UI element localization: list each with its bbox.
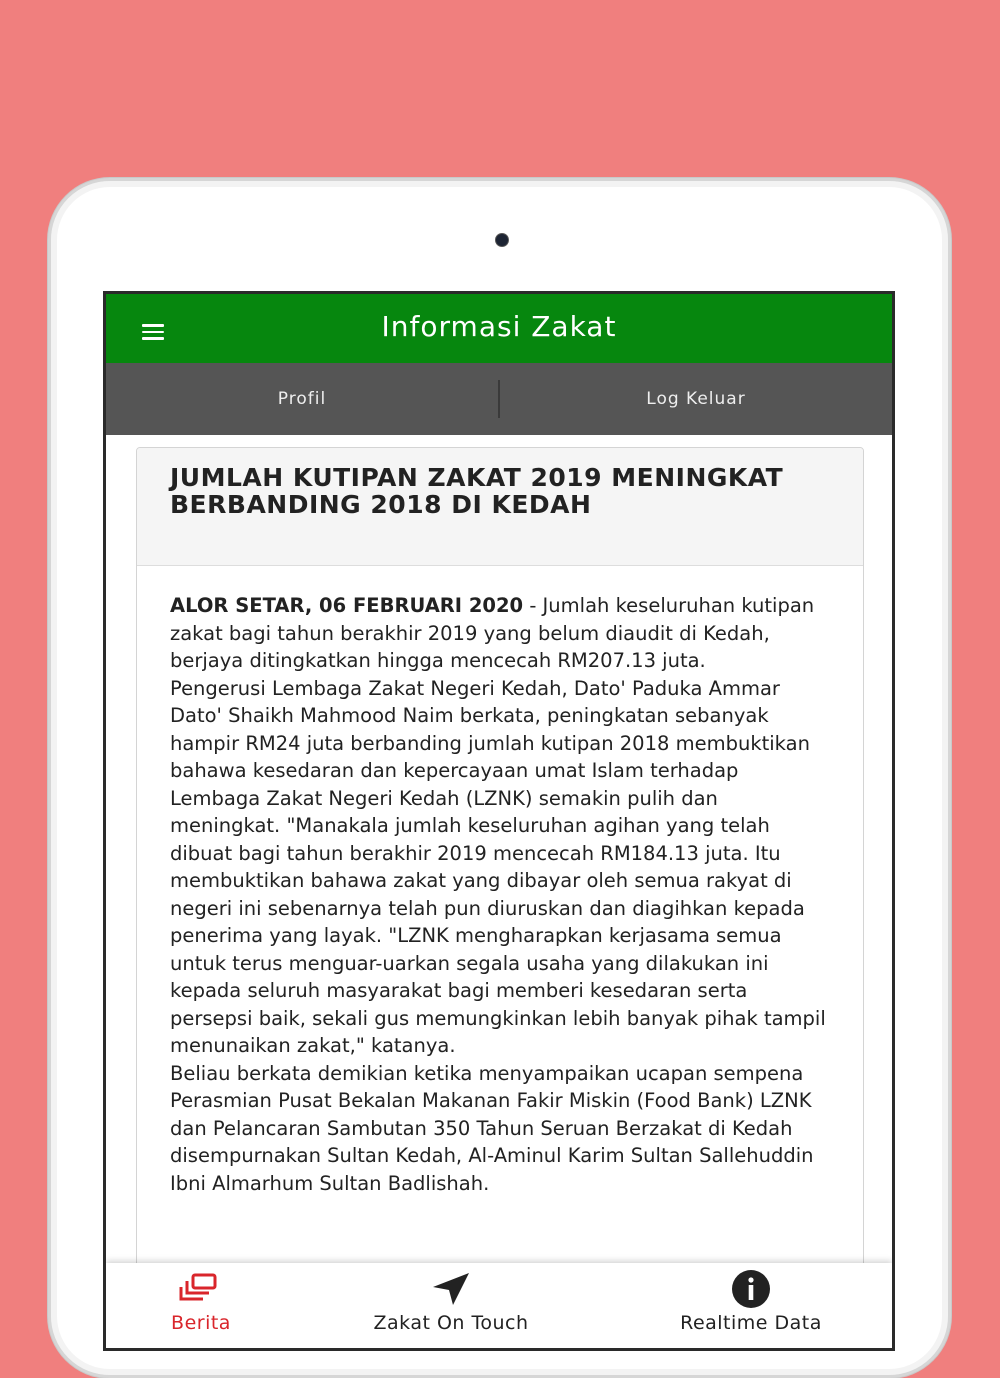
news-content[interactable] [106,435,892,1265]
tab-log-keluar[interactable]: Log Keluar [646,389,746,409]
nav-realtime-data-label: Realtime Data [680,1312,822,1334]
news-paragraph: Pengerusi Lembaga Zakat Negeri Kedah, Dato' Paduka Ammar Dato' Shaikh Mahmood Naim berkata, peningkatan sebanyak hampir RM24 juta berbanding jumlah kutipan 2018 membuktikan bahawa kesedaran dan kepercayaan umat Islam terhadap Lembaga Zakat Negeri Kedah (LZNK) semakin pulih dan meningkat. "Manakala jumlah keseluruhan agihan yang telah dibuat bagi tahun berakhir 2019 mencecah RM184.13 juta. Itu membuktikan bahawa zakat yang dibayar oleh semua rakyat di negeri ini sebenarnya telah pun diuruskan dan diagihkan kepada penerima yang layak. "LZNK mengharapkan kerjasama semua untuk terus menguar-uarkan segala usaha yang dilakukan ini kepada seluruh masyarakat bagi memberi kesedaran serta persepsi baik, sekali gus memungkinkan lebih banyak pihak tampil menunaikan zakat," katanya. [170,676,826,1057]
tab-profil[interactable]: Profil [277,389,327,409]
news-lead-paragraph [170,592,833,675]
nav-berita[interactable] [146,1263,256,1351]
nav-zakat-on-touch-label: Zakat On Touch [373,1312,529,1334]
nav-berita-label: Berita [171,1312,231,1334]
app-title: Informasi Zakat [381,310,617,343]
news-stack-icon [176,1271,222,1305]
news-card-body [137,566,863,1197]
top-tabs [106,363,892,435]
front-camera [495,233,509,247]
news-paragraph: Beliau berkata demikian ketika menyampaikan ucapan sempena Perasmian Pusat Bekalan Makanan Fakir Miskin (Food Bank) LZNK dan Pelancaran Sambutan 350 Tahun Seruan Berzakat di Kedah disempurnakan Sultan Kedah, Al-Aminul Karim Sultan Sallehuddin Ibni Almarhum Sultan Badlishah. [170,1061,814,1195]
nav-zakat-on-touch[interactable] [351,1263,551,1351]
navigation-arrow-icon [431,1271,471,1307]
info-circle-icon [730,1269,772,1309]
app-bar [106,294,892,363]
nav-realtime-data[interactable] [646,1263,856,1351]
bottom-navigation [106,1263,892,1351]
news-card-header [137,448,863,566]
news-dateline: ALOR SETAR, 06 FEBRUARI 2020 [170,594,524,617]
news-card[interactable] [136,447,864,1349]
news-headline: JUMLAH KUTIPAN ZAKAT 2019 MENINGKAT BERBANDING 2018 DI KEDAH [170,463,784,519]
app-screen [103,291,895,1351]
news-lead-text: - Jumlah keseluruhan kutipan zakat bagi tahun berakhir 2019 yang belum diaudit di Kedah, berjaya ditingkatkan hingga mencecah RM207.13 juta. [170,594,815,672]
